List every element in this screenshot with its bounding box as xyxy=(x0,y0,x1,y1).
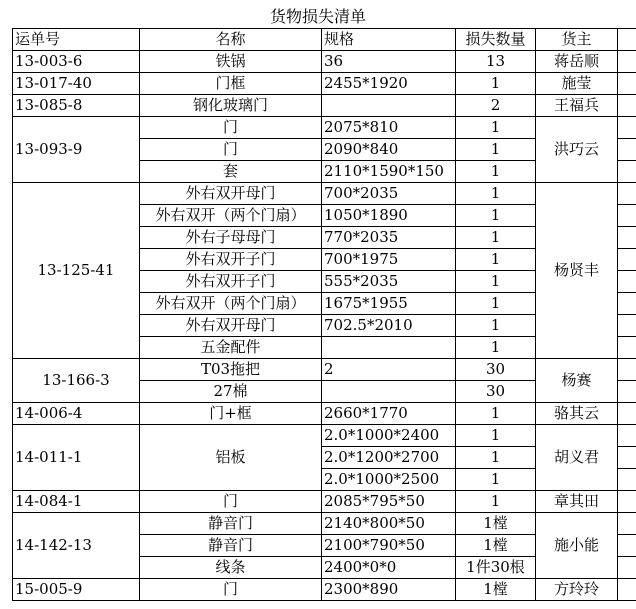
waybill-cell: 15-005-9 xyxy=(13,579,140,601)
name-cell: 门 xyxy=(140,117,322,139)
spec-cell: 2 xyxy=(322,359,456,381)
extra-cell xyxy=(618,73,636,95)
owner-cell: 骆其云 xyxy=(536,403,618,425)
table-row xyxy=(13,359,636,381)
sheet-title: 货物损失清单 xyxy=(269,7,366,26)
spec-cell: 1050*1890 xyxy=(322,205,456,227)
qty-cell: 1 xyxy=(456,425,536,447)
extra-cell xyxy=(618,557,636,579)
qty-cell: 1 xyxy=(456,205,536,227)
extra-cell xyxy=(618,293,636,315)
qty-cell: 1 xyxy=(456,469,536,491)
table-row xyxy=(13,95,636,117)
waybill-cell: 13-166-3 xyxy=(13,359,140,403)
spec-cell: 1675*1955 xyxy=(322,293,456,315)
table-row xyxy=(13,73,636,95)
extra-cell xyxy=(618,315,636,337)
qty-cell: 30 xyxy=(456,381,536,403)
qty-cell: 1 xyxy=(456,447,536,469)
spec-cell: 2090*840 xyxy=(322,139,456,161)
name-cell: 27棉 xyxy=(140,381,322,403)
name-cell: 铁锅 xyxy=(140,51,322,73)
extra-cell xyxy=(618,535,636,557)
owner-cell: 杨贤丰 xyxy=(536,183,618,359)
extra-cell xyxy=(618,447,636,469)
header-qty: 损失数量 xyxy=(456,29,536,51)
qty-cell: 1 xyxy=(456,293,536,315)
owner-cell: 施小能 xyxy=(536,513,618,579)
name-cell: 门 xyxy=(140,579,322,601)
extra-cell xyxy=(618,271,636,293)
spec-cell: 2085*795*50 xyxy=(322,491,456,513)
qty-cell: 1 xyxy=(456,161,536,183)
spec-cell: 770*2035 xyxy=(322,227,456,249)
name-cell: 静音门 xyxy=(140,535,322,557)
name-cell: 套 xyxy=(140,161,322,183)
name-cell: 外右双开子门 xyxy=(140,271,322,293)
qty-cell: 1樘 xyxy=(456,579,536,601)
table-row xyxy=(13,579,636,601)
name-cell: 线条 xyxy=(140,557,322,579)
spec-cell xyxy=(322,337,456,359)
spec-cell: 2100*790*50 xyxy=(322,535,456,557)
extra-cell xyxy=(618,205,636,227)
name-cell: 门 xyxy=(140,139,322,161)
name-cell: 静音门 xyxy=(140,513,322,535)
owner-cell: 王福兵 xyxy=(536,95,618,117)
spec-cell: 700*2035 xyxy=(322,183,456,205)
spec-cell: 2300*890 xyxy=(322,579,456,601)
extra-cell xyxy=(618,161,636,183)
name-cell: 铝板 xyxy=(140,425,322,491)
name-cell: 门 xyxy=(140,491,322,513)
qty-cell: 1 xyxy=(456,183,536,205)
name-cell: 外右子母母门 xyxy=(140,227,322,249)
extra-cell xyxy=(618,491,636,513)
qty-cell: 1 xyxy=(456,271,536,293)
name-cell: 外右双开（两个门扇） xyxy=(140,293,322,315)
qty-cell: 1 xyxy=(456,249,536,271)
header-name: 名称 xyxy=(140,29,322,51)
qty-cell: 1 xyxy=(456,491,536,513)
owner-cell: 方玲玲 xyxy=(536,579,618,601)
extra-cell xyxy=(618,139,636,161)
qty-cell: 1樘 xyxy=(456,535,536,557)
spec-cell xyxy=(322,381,456,403)
qty-cell: 1件30根 xyxy=(456,557,536,579)
extra-cell xyxy=(618,227,636,249)
waybill-cell: 13-125-41 xyxy=(13,183,140,359)
spec-cell: 36 xyxy=(322,51,456,73)
spec-cell: 555*2035 xyxy=(322,271,456,293)
extra-cell xyxy=(618,51,636,73)
extra-cell xyxy=(618,425,636,447)
waybill-cell: 14-011-1 xyxy=(13,425,140,491)
qty-cell: 30 xyxy=(456,359,536,381)
name-cell: 外右双开子门 xyxy=(140,249,322,271)
name-cell: 五金配件 xyxy=(140,337,322,359)
waybill-cell: 14-006-4 xyxy=(13,403,140,425)
spec-cell: 702.5*2010 xyxy=(322,315,456,337)
name-cell: 外右双开（两个门扇） xyxy=(140,205,322,227)
qty-cell: 2 xyxy=(456,95,536,117)
header-spec: 规格 xyxy=(322,29,456,51)
waybill-cell: 13-085-8 xyxy=(13,95,140,117)
name-cell: 外右双开母门 xyxy=(140,183,322,205)
qty-cell: 1 xyxy=(456,403,536,425)
owner-cell: 胡义君 xyxy=(536,425,618,491)
spec-cell: 2455*1920 xyxy=(322,73,456,95)
extra-cell xyxy=(618,29,636,51)
owner-cell: 章其田 xyxy=(536,491,618,513)
qty-cell: 1 xyxy=(456,337,536,359)
header-owner: 货主 xyxy=(536,29,618,51)
spec-cell: 700*1975 xyxy=(322,249,456,271)
extra-cell xyxy=(618,469,636,491)
spec-cell: 2400*0*0 xyxy=(322,557,456,579)
spec-cell: 2110*1590*150 xyxy=(322,161,456,183)
extra-cell xyxy=(618,403,636,425)
extra-cell xyxy=(618,249,636,271)
table-row xyxy=(13,513,636,535)
extra-cell xyxy=(618,359,636,381)
name-cell: 门+框 xyxy=(140,403,322,425)
extra-cell xyxy=(618,337,636,359)
extra-cell xyxy=(618,579,636,601)
name-cell: 钢化玻璃门 xyxy=(140,95,322,117)
waybill-cell: 13-003-6 xyxy=(13,51,140,73)
qty-cell: 1 xyxy=(456,117,536,139)
qty-cell: 1 xyxy=(456,73,536,95)
qty-cell: 1樘 xyxy=(456,513,536,535)
table-row xyxy=(13,117,636,139)
table-row xyxy=(13,403,636,425)
table-row xyxy=(13,51,636,73)
owner-cell: 蒋岳顺 xyxy=(536,51,618,73)
extra-cell xyxy=(618,117,636,139)
owner-cell: 施莹 xyxy=(536,73,618,95)
name-cell: T03拖把 xyxy=(140,359,322,381)
name-cell: 外右双开母门 xyxy=(140,315,322,337)
qty-cell: 1 xyxy=(456,315,536,337)
extra-cell xyxy=(618,381,636,403)
name-cell: 门框 xyxy=(140,73,322,95)
owner-cell: 洪巧云 xyxy=(536,117,618,183)
waybill-cell: 14-084-1 xyxy=(13,491,140,513)
extra-cell xyxy=(618,183,636,205)
spec-cell: 2140*800*50 xyxy=(322,513,456,535)
qty-cell: 1 xyxy=(456,227,536,249)
spec-cell: 2075*810 xyxy=(322,117,456,139)
qty-cell: 13 xyxy=(456,51,536,73)
header-row xyxy=(13,29,636,51)
extra-cell xyxy=(618,513,636,535)
spec-cell xyxy=(322,95,456,117)
waybill-cell: 14-142-13 xyxy=(13,513,140,579)
header-waybill: 运单号 xyxy=(13,29,140,51)
table-row xyxy=(13,425,636,447)
waybill-cell: 13-093-9 xyxy=(13,117,140,183)
qty-cell: 1 xyxy=(456,139,536,161)
loss-table xyxy=(12,28,636,601)
spec-cell: 2.0*1200*2700 xyxy=(322,447,456,469)
spec-cell: 2.0*1000*2500 xyxy=(322,469,456,491)
table-row xyxy=(13,183,636,205)
table-row xyxy=(13,491,636,513)
spec-cell: 2660*1770 xyxy=(322,403,456,425)
extra-cell xyxy=(618,95,636,117)
waybill-cell: 13-017-40 xyxy=(13,73,140,95)
spec-cell: 2.0*1000*2400 xyxy=(322,425,456,447)
owner-cell: 杨赛 xyxy=(536,359,618,403)
